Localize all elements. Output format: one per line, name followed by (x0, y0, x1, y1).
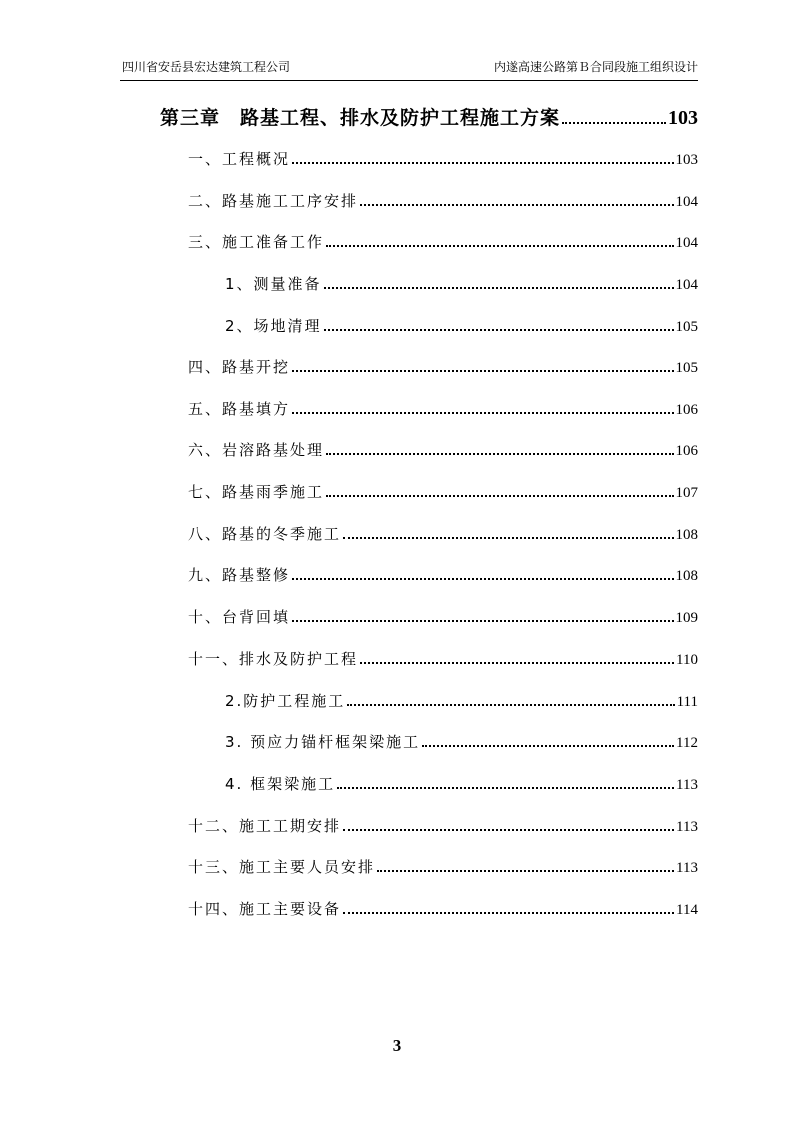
toc-entry-page: 108 (675, 568, 698, 584)
toc-entry[interactable] (188, 815, 698, 836)
dot-leader (292, 578, 673, 580)
dot-leader (292, 162, 673, 164)
toc-entry[interactable] (225, 731, 698, 752)
toc-entry-label: 三、施工准备工作 (188, 233, 325, 251)
dot-leader (343, 537, 673, 539)
dot-leader (343, 829, 674, 831)
toc-entry-page: 114 (676, 902, 698, 918)
toc-entry[interactable] (188, 648, 698, 669)
toc-entry-page: 104 (675, 277, 698, 293)
toc-entry[interactable] (225, 773, 698, 794)
toc-entry-page: 105 (675, 319, 698, 335)
toc-entry-page: 104 (675, 235, 698, 251)
dot-leader (562, 122, 666, 124)
toc-entry[interactable] (188, 231, 698, 252)
dot-leader (324, 329, 674, 331)
dot-leader (326, 453, 673, 455)
toc-entry[interactable] (188, 356, 698, 377)
toc-entry[interactable] (188, 564, 698, 585)
toc-entry-page: 106 (675, 443, 698, 459)
toc-entry[interactable] (188, 606, 698, 627)
toc-chapter-page: 103 (668, 107, 698, 129)
toc-entry[interactable] (188, 481, 698, 502)
toc-entry-label: 1、测量准备 (225, 275, 322, 293)
toc-entry[interactable] (188, 898, 698, 919)
toc-entry-page: 109 (675, 610, 698, 626)
toc-entry-label: 一、工程概况 (188, 150, 291, 168)
toc-entry[interactable] (225, 690, 698, 711)
toc-entry[interactable] (188, 523, 698, 544)
dot-leader (292, 620, 673, 622)
toc-entry-page: 113 (676, 777, 698, 793)
toc-entry-label: 五、路基填方 (188, 400, 291, 418)
toc-entry-label: 七、路基雨季施工 (188, 483, 325, 501)
dot-leader (292, 412, 673, 414)
dot-leader (326, 245, 673, 247)
toc-chapter-entry[interactable] (160, 103, 698, 130)
toc-entry[interactable] (188, 148, 698, 169)
toc-entry-label: 2.防护工程施工 (225, 692, 346, 710)
toc-entry-label: 十四、施工主要设备 (188, 900, 342, 918)
dot-leader (377, 870, 674, 872)
dot-leader (347, 704, 674, 706)
toc-entry-label: 十、台背回填 (188, 608, 291, 626)
toc-entry-label: 二、路基施工工序安排 (188, 192, 359, 210)
toc-entry-page: 113 (676, 819, 698, 835)
toc-entry[interactable] (225, 273, 698, 294)
dot-leader (324, 287, 674, 289)
toc-entry-label: 十一、排水及防护工程 (188, 650, 359, 668)
dot-leader (292, 370, 673, 372)
dot-leader (422, 745, 674, 747)
toc-entry-label: 3. 预应力锚杆框架梁施工 (225, 733, 421, 751)
toc-entry-page: 106 (675, 402, 698, 418)
toc-entry[interactable] (188, 439, 698, 460)
dot-leader (360, 204, 673, 206)
toc-entry-label: 2、场地清理 (225, 317, 322, 335)
toc-entry-page: 113 (676, 860, 698, 876)
toc-entry-page: 105 (675, 360, 698, 376)
dot-leader (326, 495, 673, 497)
toc-entry-page: 111 (676, 694, 698, 710)
toc-entry[interactable] (188, 190, 698, 211)
toc-entry-label: 十三、施工主要人员安排 (188, 858, 376, 876)
header-company: 四川省安岳县宏达建筑工程公司 (122, 60, 291, 74)
dot-leader (360, 662, 674, 664)
toc-entry-label: 九、路基整修 (188, 566, 291, 584)
toc-entry-page: 108 (675, 527, 698, 543)
toc-entry-label: 四、路基开挖 (188, 358, 291, 376)
toc-entry-label: 八、路基的冬季施工 (188, 525, 342, 543)
dot-leader (343, 912, 674, 914)
toc-entry[interactable] (188, 856, 698, 877)
toc-entry-label: 六、岩溶路基处理 (188, 441, 325, 459)
toc-entry-page: 103 (675, 152, 698, 168)
toc-entry[interactable] (225, 315, 698, 336)
toc-chapter-title: 第三章 路基工程、排水及防护工程施工方案 (160, 107, 561, 129)
toc-entry-page: 107 (675, 485, 698, 501)
toc-entry-label: 4. 框架梁施工 (225, 775, 336, 793)
toc-entry[interactable] (188, 398, 698, 419)
toc-entry-page: 104 (675, 194, 698, 210)
header-project: 内遂高速公路第Ｂ合同段施工组织设计 (493, 60, 698, 74)
toc-entry-page: 110 (676, 652, 698, 668)
toc-entry-page: 112 (676, 735, 698, 751)
dot-leader (337, 787, 674, 789)
toc-entry-label: 十二、施工工期安排 (188, 817, 342, 835)
page-number: 3 (392, 1036, 402, 1055)
